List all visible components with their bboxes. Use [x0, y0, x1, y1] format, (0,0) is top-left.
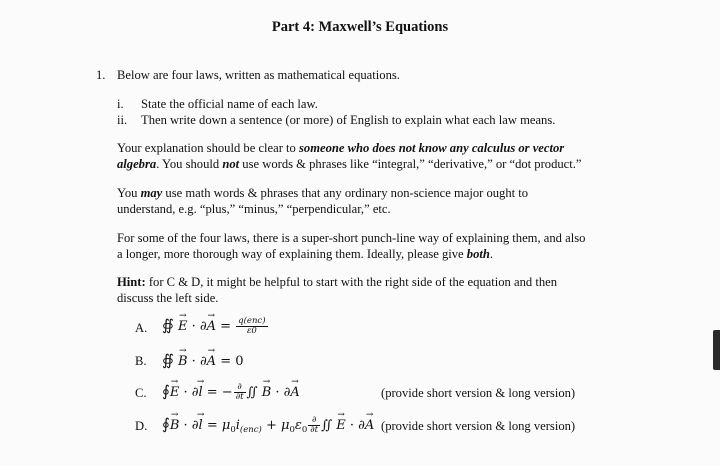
equation-label: B. — [135, 354, 147, 368]
fraction-denominator: ε0 — [246, 326, 257, 336]
equation-a-gauss-electric: ∯ E → · ∂A → = $\frac{\text{q(enc)}}{\varepsilon 0}$ — [162, 316, 269, 336]
hint-line1 — [117, 274, 557, 290]
equation-d-note: (provide short version & long version) — [381, 419, 576, 433]
emphasis-text: not — [222, 157, 240, 171]
emphasis-text: someone who does not know any calculus or vector — [299, 141, 565, 155]
equation-c-faraday: ∮E → · ∂l → = − $\frac{\partial}{\partial t}$ ∬ B → · ∂A → — [162, 382, 300, 402]
equation-d-ampere-maxwell: ∮B → · ∂l → = $\mu_0i_{(enc)} + \mu_0\varepsilon_0$ $\frac{\partial}{\partial t}$ ∬ E → · ∂A → — [162, 415, 374, 439]
hint-line2: discuss the left side. — [117, 291, 219, 305]
step-text: Then write down a sentence (or more) of English to explain what each law means. — [141, 113, 556, 127]
equation-label: D. — [135, 419, 148, 433]
text-run: . You should — [156, 157, 223, 171]
question-text: Below are four laws, written as mathematical equations. — [117, 68, 400, 82]
step-marker: i. — [117, 97, 124, 111]
equation-b-gauss-magnetic: ∯ B → · ∂A → = 0 — [162, 351, 244, 371]
text-run: You — [117, 186, 141, 200]
hint-label: Hint: — [117, 275, 146, 289]
explanation-length-para-line1: For some of the four laws, there is a super-short punch-line way of explaining them, and also — [117, 231, 586, 245]
question-number: 1. — [96, 68, 106, 82]
text-run: use words & phrases like “integral,” “derivative,” or “dot product.” — [239, 157, 582, 171]
step-marker: ii. — [117, 113, 128, 127]
edge-scroll-handle[interactable] — [713, 330, 720, 370]
equation-c-note: (provide short version & long version) — [381, 386, 576, 400]
emphasis-text: may — [140, 186, 163, 200]
page-title: Part 4: Maxwell’s Equations — [271, 19, 449, 35]
text-run: use math words & phrases that any ordinary non-science major ought to — [162, 186, 529, 200]
permission-para-line2: understand, e.g. “plus,” “minus,” “perpendicular,” etc. — [117, 202, 391, 216]
equation-label: A. — [135, 321, 148, 335]
fraction-numerator: q(enc) — [238, 316, 266, 326]
text-run: for C & D, it might be helpful to start with the right side of the equation and then — [145, 275, 558, 289]
explanation-length-para-line2 — [117, 246, 493, 262]
explanation-para-line1 — [117, 140, 564, 156]
fraction — [236, 317, 267, 336]
permission-para-line1 — [117, 185, 528, 201]
text-run: a longer, more thorough way of explaining them. Ideally, please give — [117, 247, 467, 261]
step-text: State the official name of each law. — [141, 97, 318, 111]
emphasis-text: algebra — [117, 157, 157, 171]
text-run: Your explanation should be clear to — [117, 141, 299, 155]
explanation-para-line2 — [117, 156, 582, 172]
text-run: . — [489, 247, 494, 261]
equation-label: C. — [135, 386, 147, 400]
emphasis-text: both — [466, 247, 490, 261]
